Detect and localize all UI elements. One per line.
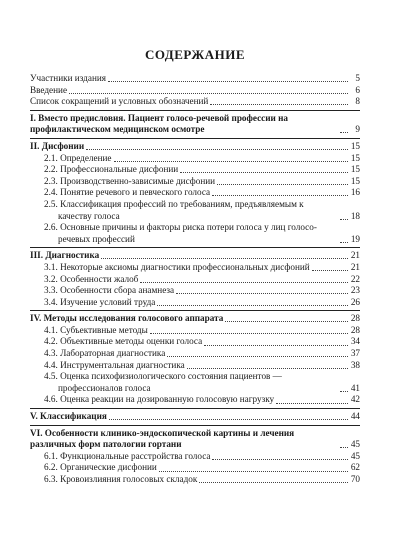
section-divider: [30, 138, 360, 139]
dot-leader: [140, 282, 348, 283]
toc-entry-text: Участники издания: [30, 73, 106, 83]
dot-leader: [150, 333, 348, 334]
dot-leader: [276, 403, 348, 404]
toc-page-number: 6: [355, 84, 360, 95]
toc-entry-text: 4.3. Лабораторная диагностика: [44, 348, 166, 359]
toc-page-number: 42: [350, 394, 360, 405]
toc-entry-text: 2.2. Профессиональные дисфонии: [44, 164, 179, 175]
section-divider: [30, 247, 360, 248]
toc-entry-chapter-3[interactable]: [30, 250, 360, 262]
section-divider: [30, 110, 360, 111]
toc-entry-text: 4.1. Субъективные методы: [44, 324, 148, 335]
toc-entry-2-6[interactable]: [30, 222, 360, 245]
section-divider: [30, 310, 360, 311]
dot-leader: [312, 270, 348, 271]
dot-leader: [108, 81, 348, 82]
toc-entry-text: 3.2. Особенности жалоб: [44, 273, 139, 284]
toc-entry-chapter-2[interactable]: [30, 141, 360, 153]
section-divider: [30, 425, 360, 426]
dot-leader: [340, 391, 348, 392]
toc-entry-text: 6.1. Функциональные расстройства голоса: [44, 450, 211, 461]
toc-page-number: 15: [350, 175, 360, 186]
toc-entry-introduction[interactable]: [30, 85, 360, 97]
toc-entry-text: 4.2. Объективные методы оценки голоса: [44, 336, 203, 347]
toc-entry-text: 2.4. Понятие речевого и певческого голоса: [44, 187, 211, 198]
toc-entry-3-1[interactable]: [30, 262, 360, 274]
toc-entry-6-1[interactable]: [30, 451, 360, 463]
toc-page-number: 18: [350, 210, 360, 221]
toc-page-number: 45: [350, 439, 360, 450]
dot-leader: [114, 161, 348, 162]
section-divider: [30, 408, 360, 409]
toc-entry-text: V. Классификация: [30, 411, 107, 422]
toc-entry-text: 2.3. Производственно-зависимые дисфонии: [44, 175, 216, 186]
table-of-contents-page: [30, 47, 360, 486]
toc-entry-3-4[interactable]: [30, 297, 360, 309]
toc-entry-text: 3.4. Изучение условий труда: [44, 296, 156, 307]
toc-entry-text: 3.3. Особенности сбора анамнеза: [44, 285, 175, 296]
dot-leader: [109, 419, 348, 420]
toc-entry-text: 4.5. Оценка психофизиологического состояния пациентов — профессионалов голоса: [44, 371, 282, 393]
dot-leader: [217, 184, 348, 185]
toc-entry-abbreviations[interactable]: [30, 96, 360, 108]
toc-entry-text: 2.6. Основные причины и факторы риска потери голоса у лиц голосо-речевых профессий: [44, 222, 317, 244]
toc-page-number: 19: [350, 233, 360, 244]
toc-entry-4-4[interactable]: [30, 360, 360, 372]
toc-page-number: 21: [350, 250, 360, 261]
toc-page-number: 8: [355, 96, 360, 107]
dot-leader: [69, 93, 348, 94]
toc-page-number: 41: [350, 382, 360, 393]
dot-leader: [101, 258, 348, 259]
toc-page-number: 28: [350, 324, 360, 335]
toc-entry-contributors[interactable]: [30, 73, 360, 85]
toc-entry-4-2[interactable]: [30, 336, 360, 348]
toc-page-number: 21: [350, 261, 360, 272]
toc-entry-chapter-4[interactable]: [30, 313, 360, 325]
toc-entry-text: 2.1. Определение: [44, 152, 112, 163]
toc-page-number: 34: [350, 336, 360, 347]
toc-entry-text: 6.2. Органические дисфонии: [44, 462, 157, 473]
dot-leader: [204, 345, 348, 346]
dot-leader: [340, 219, 348, 220]
toc-entry-text: I. Вместо предисловия. Пациент голосо-речевой профессии на профилактическом медицинском осмотре: [30, 112, 288, 135]
dot-leader: [212, 195, 348, 196]
toc-entry-text: Введение: [30, 84, 68, 95]
toc-page-number: 38: [350, 359, 360, 370]
toc-entry-4-3[interactable]: [30, 348, 360, 360]
dot-leader: [340, 242, 348, 243]
toc-page-number: 22: [350, 273, 360, 284]
toc-entry-4-6[interactable]: [30, 394, 360, 406]
toc-entry-2-1[interactable]: [30, 153, 360, 165]
toc-list: [30, 73, 360, 486]
toc-entry-chapter-1[interactable]: [30, 113, 360, 136]
dot-leader: [86, 149, 348, 150]
toc-entry-text: 4.6. Оценка реакции на дозированную голосовую нагрузку: [44, 394, 275, 405]
dot-leader: [159, 471, 348, 472]
toc-entry-4-1[interactable]: [30, 325, 360, 337]
dot-leader: [180, 172, 348, 173]
toc-entry-text: III. Диагностика: [30, 250, 100, 261]
toc-entry-6-2[interactable]: [30, 462, 360, 474]
toc-entry-text: 3.1. Некоторые аксиомы диагностики профессиональных дисфоний: [44, 261, 310, 272]
dot-leader: [167, 356, 348, 357]
toc-page-number: 45: [350, 450, 360, 461]
toc-entry-text: Список сокращений и условных обозначений: [30, 96, 209, 107]
toc-page-number: 15: [350, 164, 360, 175]
dot-leader: [225, 321, 348, 322]
toc-entry-text: II. Дисфонии: [30, 140, 85, 151]
dot-leader: [212, 459, 348, 460]
toc-entry-text: IV. Методы исследования голосового аппарата: [30, 313, 224, 324]
toc-page-number: 15: [350, 140, 360, 151]
dot-leader: [340, 132, 348, 133]
dot-leader: [210, 104, 348, 105]
dot-leader: [157, 305, 348, 306]
toc-entry-2-3[interactable]: [30, 176, 360, 188]
toc-page-number: 23: [350, 285, 360, 296]
dot-leader: [340, 447, 348, 448]
toc-page-number: 70: [350, 474, 360, 484]
toc-entry-text: VI. Особенности клинико-эндоскопической картины и лечения различных форм патологии гортани: [30, 427, 295, 450]
toc-entry-2-2[interactable]: [30, 164, 360, 176]
toc-entry-6-3[interactable]: [30, 474, 360, 486]
toc-page-number: 44: [350, 411, 360, 422]
toc-entry-chapter-5[interactable]: [30, 411, 360, 423]
toc-entry-4-5[interactable]: [30, 371, 360, 394]
dot-leader: [199, 482, 348, 483]
toc-page-number: 62: [350, 462, 360, 473]
toc-entry-text: 2.5. Классификация профессий по требованиям, предъявляемым к качеству голоса: [44, 198, 304, 221]
toc-page-number: 9: [355, 124, 360, 135]
toc-entry-3-3[interactable]: [30, 285, 360, 297]
toc-entry-2-5[interactable]: [30, 199, 360, 222]
toc-entry-chapter-6[interactable]: [30, 428, 360, 451]
toc-page-number: 26: [350, 296, 360, 307]
toc-entry-text: 4.4. Инструментальная диагностика: [44, 359, 185, 370]
dot-leader: [176, 293, 348, 294]
dot-leader: [187, 368, 348, 369]
toc-entry-2-4[interactable]: [30, 187, 360, 199]
page-title: СОДЕРЖАНИЕ: [144, 47, 246, 62]
toc-entry-3-2[interactable]: [30, 274, 360, 286]
toc-entry-text: 6.3. Кровоизлияния голосовых складок: [44, 474, 198, 484]
toc-page-number: 5: [355, 73, 360, 83]
toc-page-number: 28: [350, 313, 360, 324]
toc-page-number: 16: [350, 187, 360, 198]
toc-page-number: 15: [350, 152, 360, 163]
toc-page-number: 37: [350, 348, 360, 359]
